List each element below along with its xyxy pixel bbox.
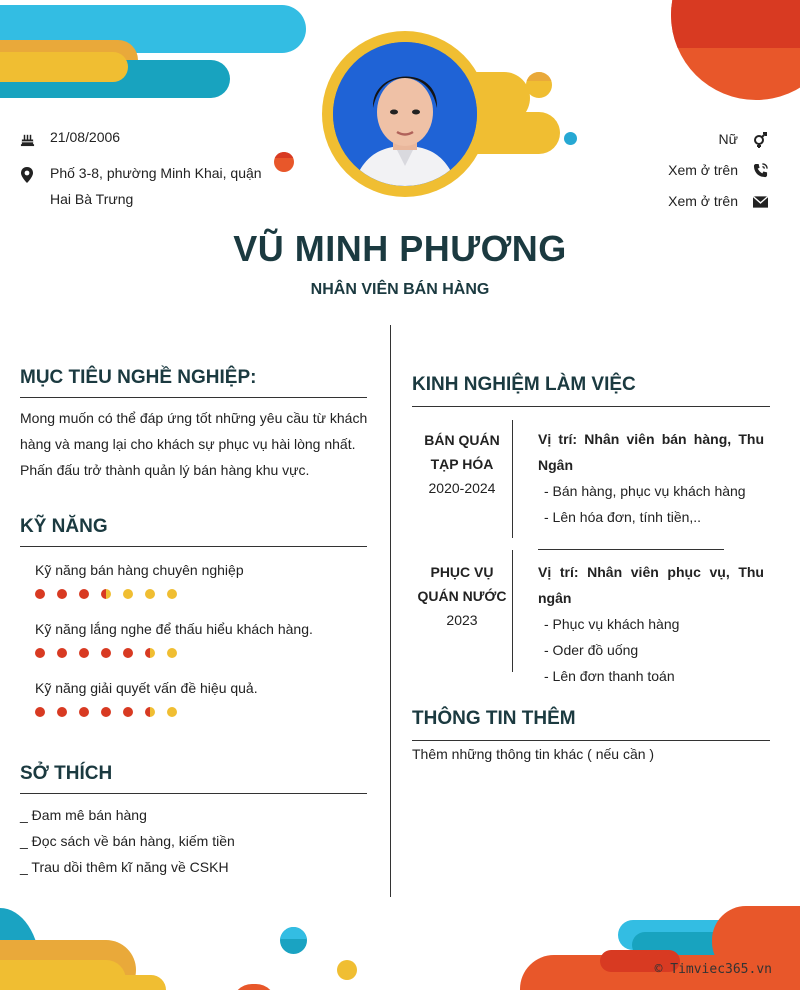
phone-row: [508, 155, 768, 186]
candidate-role: NHÂN VIÊN BÁN HÀNG: [310, 281, 490, 298]
job-place-line: PHỤC VỤ: [430, 564, 494, 580]
rating-dot: [167, 707, 177, 717]
contact-right: [508, 124, 768, 217]
skill-label: Kỹ năng bán hàng chuyên nghiệp: [35, 562, 244, 578]
rating-dot: [57, 648, 67, 658]
gender-row: [508, 124, 768, 155]
rating-dot: [79, 707, 89, 717]
phone-value: Xem ở trên: [668, 162, 738, 178]
envelope-icon: [738, 196, 768, 208]
job-place-line: TẠP HÓA: [430, 456, 494, 472]
skill-rating: [35, 589, 177, 599]
rating-dot: [101, 648, 111, 658]
job-duty: - Bán hàng, phục vụ khách hàng: [544, 483, 746, 499]
objective-text: Mong muốn có thể đáp ứng tốt những yêu cầu từ khách hàng và mang lại cho khách sự phục vụ hài lòng nhất. Phấn đấu trở thành quản lý bán hàng khu vực.: [20, 410, 368, 478]
rating-dot: [123, 589, 133, 599]
rating-dot: [145, 707, 155, 717]
job-duty: - Lên đơn thanh toán: [544, 668, 675, 684]
rating-dot: [167, 589, 177, 599]
birthday-value: 21/08/2006: [50, 129, 121, 145]
rating-dot: [101, 589, 111, 599]
job-details: [538, 426, 764, 530]
contact-left: [20, 124, 270, 212]
job-details: [538, 559, 764, 689]
experience-underline: [412, 406, 770, 407]
extra-title: THÔNG TIN THÊM: [412, 708, 576, 729]
birthday-row: [20, 124, 270, 155]
rating-dot: [145, 648, 155, 658]
cake-icon: [20, 124, 50, 155]
rating-dot: [35, 707, 45, 717]
experience-title: KINH NGHIỆM LÀM VIỆC: [412, 374, 636, 395]
skills-underline: [20, 546, 367, 547]
extra-text: Thêm những thông tin khác ( nếu cần ): [412, 746, 655, 762]
job-place: [412, 560, 512, 632]
job-position: Vị trí: Nhân viên bán hàng, Thu Ngân: [538, 431, 764, 473]
job-period: 2020-2024: [428, 480, 496, 496]
job-duty: - Phục vụ khách hàng: [544, 616, 680, 632]
skill-rating: [35, 707, 177, 717]
rating-dot: [35, 589, 45, 599]
job-timeline-line: [512, 550, 513, 672]
rating-dot: [57, 707, 67, 717]
phone-icon: [738, 163, 768, 178]
rating-dot: [145, 589, 155, 599]
address-row: [20, 160, 270, 212]
job-place-line: BÁN QUÁN: [424, 432, 500, 448]
job-duty: - Lên hóa đơn, tính tiền,..: [544, 509, 702, 525]
job-place-line: QUÁN NƯỚC: [417, 588, 507, 604]
avatar: [333, 42, 477, 186]
email-row: [508, 186, 768, 217]
hobby-item: _ Đam mê bán hàng: [20, 807, 147, 823]
skill-label: Kỹ năng lắng nghe để thấu hiểu khách hàng.: [35, 621, 313, 637]
gender-icon: [738, 132, 768, 148]
job-duty: - Oder đồ uống: [544, 642, 639, 658]
rating-dot: [167, 648, 177, 658]
rating-dot: [57, 589, 67, 599]
address-value: Phố 3-8, phường Minh Khai, quận Hai Bà Trưng: [50, 165, 262, 207]
rating-dot: [101, 707, 111, 717]
job-position: Vị trí: Nhân viên phục vụ, Thu ngân: [538, 564, 764, 606]
email-value: Xem ở trên: [668, 193, 738, 209]
hobbies-list: [20, 802, 370, 880]
hobby-item: _ Trau dồi thêm kĩ năng về CSKH: [20, 859, 229, 875]
hobbies-title: SỞ THÍCH: [20, 763, 113, 784]
gender-value: Nữ: [718, 131, 738, 147]
rating-dot: [79, 648, 89, 658]
rating-dot: [123, 648, 133, 658]
hobbies-underline: [20, 793, 367, 794]
location-pin-icon: [20, 160, 50, 191]
skill-label: Kỹ năng giải quyết vấn đề hiệu quả.: [35, 680, 258, 696]
job-place: [412, 428, 512, 500]
rating-dot: [123, 707, 133, 717]
candidate-name: VŨ MINH PHƯƠNG: [233, 228, 567, 269]
job-period: 2023: [446, 612, 478, 628]
objective-underline: [20, 397, 367, 398]
job-separator: [538, 549, 724, 550]
rating-dot: [35, 648, 45, 658]
rating-dot: [79, 589, 89, 599]
objective-title: MỤC TIÊU NGHỀ NGHIỆP:: [20, 367, 257, 388]
skills-title: KỸ NĂNG: [20, 516, 108, 537]
footer-brand: © Timviec365.vn: [654, 962, 772, 977]
job-timeline-line: [512, 420, 513, 538]
column-divider: [390, 325, 391, 897]
hobby-item: _ Đọc sách về bán hàng, kiếm tiền: [20, 833, 235, 849]
skill-rating: [35, 648, 177, 658]
